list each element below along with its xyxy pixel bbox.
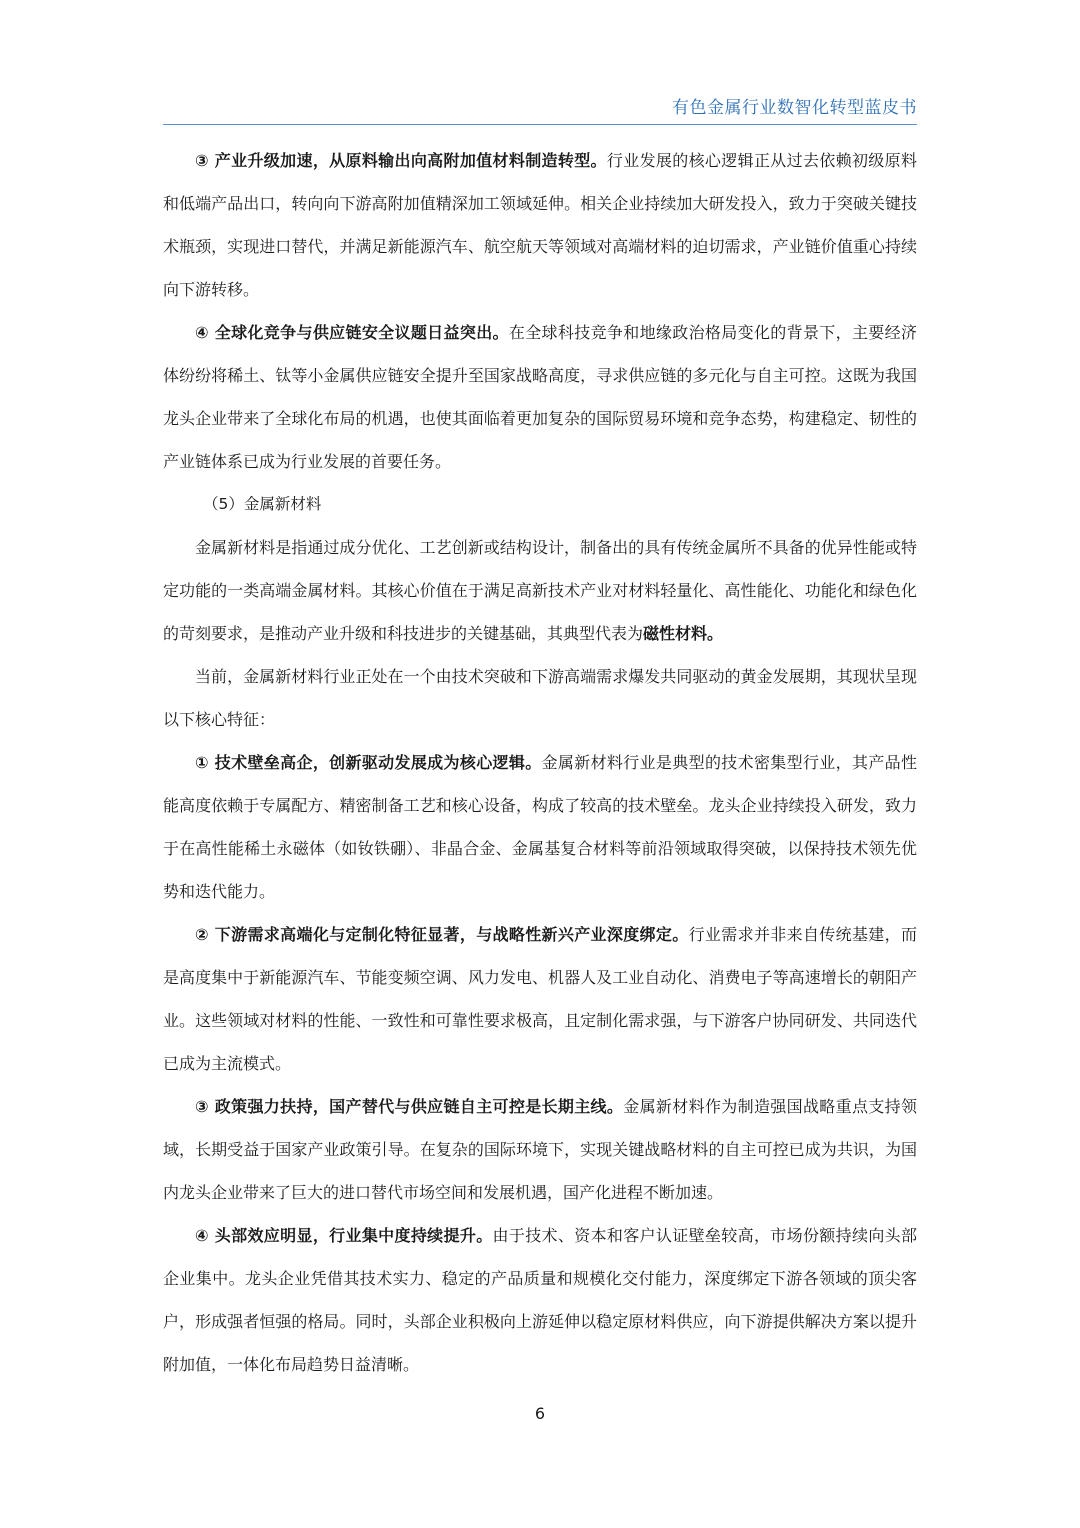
- paragraph-text: 行业需求并非来自传统基建，而是高度集中于新能源汽车、节能变频空调、风力发电、机器人及工业自动化、消费电子等高速增长的朝阳产业。这些领域对材料的性能、一致性和可靠性要求极高，且定制化需求强，与下游客户协同研发、共同迭代已成为主流模式。: [163, 925, 917, 1073]
- section-heading: （5）金属新材料: [203, 495, 322, 513]
- paragraph-lead: ③ 政策强力扶持，国产替代与供应链自主可控是长期主线。: [195, 1097, 624, 1116]
- paragraph-text: 由于技术、资本和客户认证壁垒较高，市场份额持续向头部企业集中。龙头企业凭借其技术实力、稳定的产品质量和规模化交付能力，深度绑定下游各领域的顶尖客户，形成强者恒强的格局。同时，头部企业积极向上游延伸以稳定原材料供应，向下游提供解决方案以提升附加值，一体化布局趋势日益清晰。: [163, 1226, 917, 1374]
- paragraph-lead: ④ 全球化竞争与供应链安全议题日益突出。: [195, 323, 509, 342]
- paragraph-bold-tail: 磁性材料。: [643, 624, 724, 643]
- page-number: 6: [534, 1404, 546, 1423]
- paragraph-concentration: [163, 1214, 917, 1386]
- paragraph-lead: ① 技术壁垒高企，创新驱动发展成为核心逻辑。: [195, 753, 542, 772]
- paragraph-tech-barrier: [163, 741, 917, 913]
- paragraph-text: 金属新材料行业是典型的技术密集型行业，其产品性能高度依赖于专属配方、精密制备工艺和核心设备，构成了较高的技术壁垒。龙头企业持续投入研发，致力于在高性能稀土永磁体（如钕铁硼）、非晶合金、金属基复合材料等前沿领域取得突破，以保持技术领先优势和迭代能力。: [163, 753, 917, 901]
- paragraph-text: 金属新材料是指通过成分优化、工艺创新或结构设计，制备出的具有传统金属所不具备的优异性能或特定功能的一类高端金属材料。其核心价值在于满足高新技术产业对材料轻量化、高性能化、功能化和绿色化的苛刻要求，是推动产业升级和科技进步的关键基础，其典型代表为: [163, 538, 917, 643]
- paragraph-definition: [163, 526, 917, 655]
- paragraph-text: 在全球科技竞争和地缘政治格局变化的背景下，主要经济体纷纷将稀土、钛等小金属供应链安全提升至国家战略高度，寻求供应链的多元化与自主可控。这既为我国龙头企业带来了全球化布局的机遇，也使其面临着更加复杂的国际贸易环境和竞争态势，构建稳定、韧性的产业链体系已成为行业发展的首要任务。: [163, 323, 917, 471]
- paragraph-text: 金属新材料作为制造强国战略重点支持领域，长期受益于国家产业政策引导。在复杂的国际环境下，实现关键战略材料的自主可控已成为共识，为国内龙头企业带来了巨大的进口替代市场空间和发展机遇，国产化进程不断加速。: [163, 1097, 917, 1202]
- paragraph-intro: [163, 655, 917, 741]
- paragraph-policy: [163, 1085, 917, 1214]
- paragraph-lead: ② 下游需求高端化与定制化特征显著，与战略性新兴产业深度绑定。: [195, 925, 689, 944]
- document-body: [163, 139, 917, 1386]
- running-header: 有色金属行业数智化转型蓝皮书: [672, 98, 917, 118]
- paragraph-text: 当前，金属新材料行业正处在一个由技术突破和下游高端需求爆发共同驱动的黄金发展期，其现状呈现以下核心特征：: [163, 667, 917, 729]
- paragraph-lead: ④ 头部效应明显，行业集中度持续提升。: [195, 1226, 493, 1245]
- paragraph-lead: ③ 产业升级加速，从原料输出向高附加值材料制造转型。: [195, 151, 607, 170]
- paragraph-globalization: [163, 311, 917, 483]
- paragraph-text: 行业发展的核心逻辑正从过去依赖初级原料和低端产品出口，转向向下游高附加值精深加工领域延伸。相关企业持续加大研发投入，致力于突破关键技术瓶颈，实现进口替代，并满足新能源汽车、航空航天等领域对高端材料的迫切需求，产业链价值重心持续向下游转移。: [163, 151, 917, 299]
- paragraph-demand: [163, 913, 917, 1085]
- paragraph-industry-upgrade: [163, 139, 917, 311]
- header-rule: [163, 124, 917, 125]
